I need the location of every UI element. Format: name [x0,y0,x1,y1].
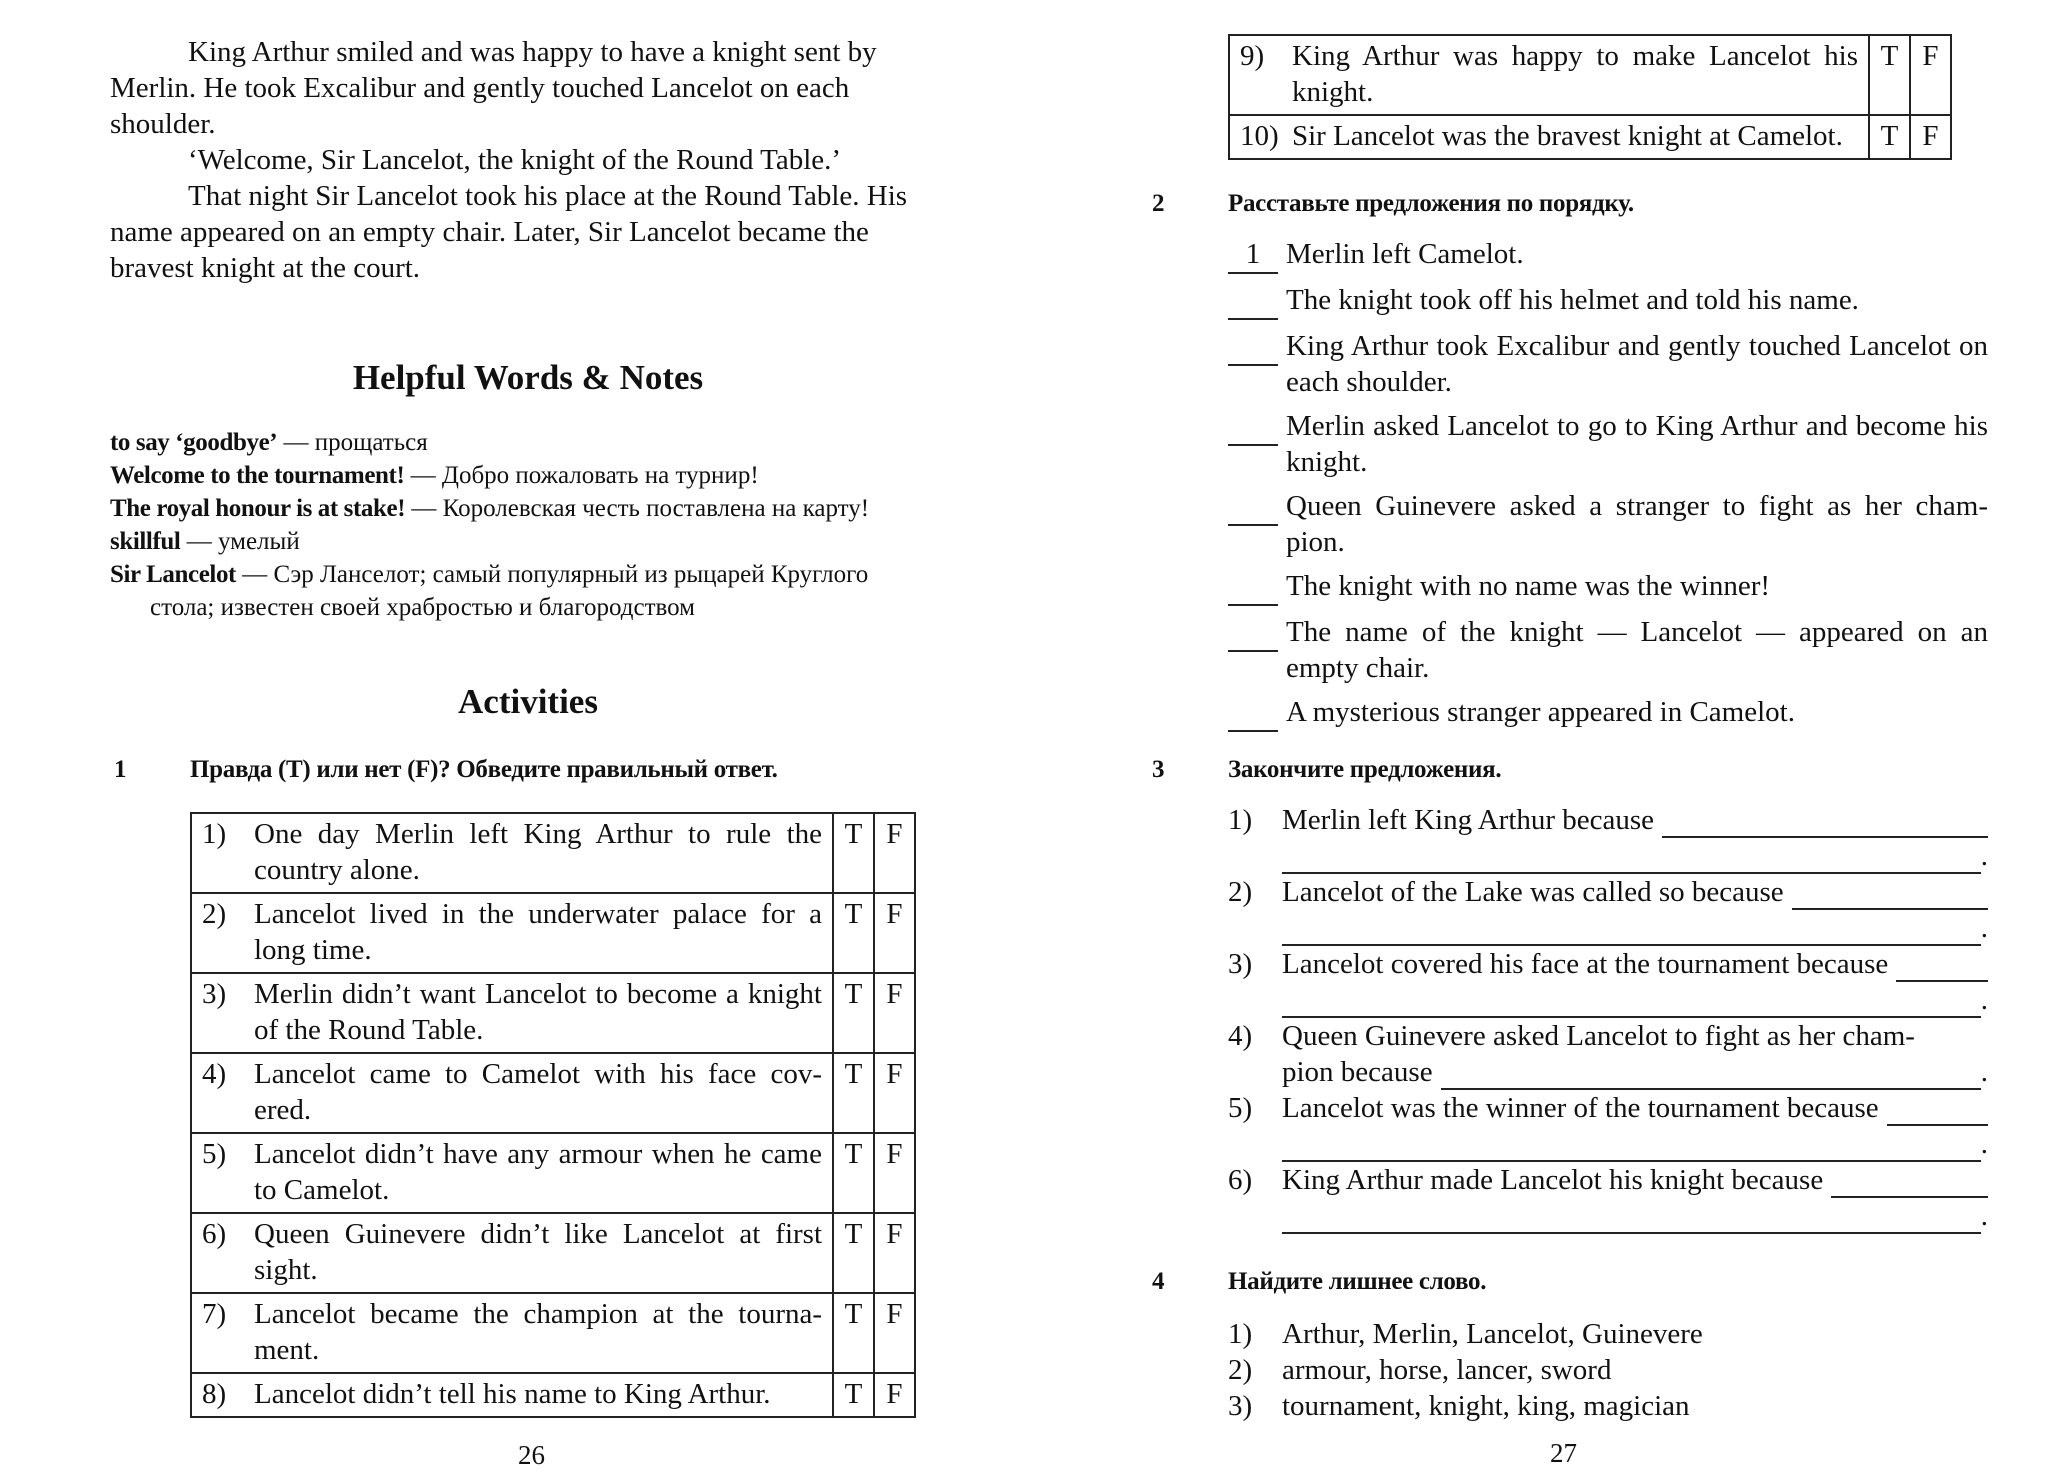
left-page [110,0,946,1482]
question-text: Sir Lancelot was the bravest knight at Camelot. [1292,120,1843,152]
list-item [1228,236,1988,274]
question-cell [191,1133,833,1213]
list-item [1228,408,1988,480]
task1-number: 1 [114,756,127,783]
table-row [191,893,915,973]
note-term: Sir Lancelot [110,561,236,588]
question-cell [1229,115,1869,159]
list-item [1228,568,1988,606]
table-row [191,1213,915,1293]
sentence-start: Queen Guinevere asked Lancelot to fight as her cham- [1282,1020,1915,1052]
item-number: 2) [1228,1354,1253,1386]
order-blank[interactable] [1228,328,1278,366]
question-cell [1229,35,1869,115]
order-blank[interactable] [1228,408,1278,446]
order-blank[interactable] [1228,488,1278,526]
word-list: armour, horse, lancer, sword [1282,1354,1612,1386]
sentence-text: King Arthur took Excalibur and gently touched Lancelot on each shoulder. [1286,330,1988,398]
table-row [191,1133,915,1213]
question-number: 4) [202,1058,227,1090]
question-text: Lancelot didn’t tell his name to King Arthur. [254,1378,771,1410]
list-item [1228,694,1988,732]
note-item [110,459,946,492]
question-number: 10) [1240,120,1279,152]
question-cell [191,1373,833,1417]
list-item [1228,1090,1988,1162]
note-item [110,426,946,459]
list-item [1228,874,1988,946]
item-number: 5) [1228,1092,1253,1124]
list-item [1228,328,1988,400]
note-definition: — умелый [180,528,300,555]
sentence-period: . [1980,984,1988,1016]
order-blank[interactable] [1228,568,1278,606]
story-paragraph: That night Sir Lancelot took his place at the Round Table. His name appeared on an empty chair. Later, Sir Lancelot became the bravest knight at the court. [110,180,908,284]
sentence-text: A mysterious stranger appeared in Camelot. [1286,696,1795,728]
sentence-text: Queen Guinevere asked a stranger to fight as her cham-pion. [1286,490,1988,558]
completion-list [1228,802,1988,1234]
question-cell [191,973,833,1053]
table-row [191,973,915,1053]
word-list: tournament, knight, king, magician [1282,1390,1690,1422]
answer-line[interactable] [1282,1218,1981,1234]
true-option[interactable]: T [1869,115,1910,159]
false-option[interactable]: F [1910,115,1951,159]
sentence-text: The knight took off his helmet and told his name. [1286,284,1859,316]
true-option[interactable]: T [833,1373,874,1417]
question-number: 9) [1240,40,1265,72]
notes-heading: Helpful Words & Notes [352,358,704,397]
note-term: to say ‘goodbye’ [110,429,278,456]
list-item [1228,1388,1988,1424]
sentence-start: Merlin left King Arthur because [1282,804,1655,836]
list-item [1228,1352,1988,1388]
true-option[interactable]: T [833,813,874,893]
question-number: 7) [202,1298,227,1330]
list-item [1228,488,1988,560]
table-row [191,813,915,893]
sentence-text: The name of the knight — Lancelot — appeared on an empty chair. [1286,616,1988,684]
false-option[interactable]: F [874,1293,915,1373]
note-definition: — прощаться [277,429,428,456]
question-cell [191,893,833,973]
question-number: 5) [202,1138,227,1170]
true-option[interactable]: T [833,1293,874,1373]
answer-line[interactable] [1282,858,1981,874]
sentence-period: . [1980,912,1988,944]
order-blank[interactable] [1228,282,1278,320]
sentence-period: . [1980,1128,1988,1160]
question-cell [191,1213,833,1293]
sentence-start: Lancelot of the Lake was called so because [1282,876,1784,908]
table-row [191,1053,915,1133]
answer-line[interactable] [1282,1146,1981,1162]
true-option[interactable]: T [833,1213,874,1293]
question-text: Queen Guinevere didn’t like Lancelot at first sight. [254,1218,822,1286]
task4-title: Найдите лишнее слово. [1228,1268,1487,1295]
answer-line[interactable] [1441,1062,1981,1090]
false-option[interactable]: F [874,813,915,893]
answer-line[interactable] [1831,1170,1988,1198]
sentence-start: Lancelot was the winner of the tournament because [1282,1092,1879,1124]
note-item [110,525,946,558]
table-row [1229,35,1951,115]
question-text: Lancelot lived in the underwater palace for a long time. [254,898,822,966]
question-text: King Arthur was happy to make Lancelot his knight. [1292,40,1858,108]
order-blank[interactable] [1228,614,1278,652]
list-item [1228,282,1988,320]
false-option[interactable]: F [874,1053,915,1133]
false-option[interactable]: F [1910,35,1951,115]
true-false-table [190,812,916,1418]
ordering-list [1228,236,1988,740]
note-definition: — Добро пожаловать на турнир! [404,462,759,489]
false-option[interactable]: F [874,1213,915,1293]
list-item [1228,1316,1988,1352]
false-option[interactable]: F [874,1373,915,1417]
notes-list [110,426,946,624]
note-term: The royal honour is at stake! [110,495,406,522]
word-list: Arthur, Merlin, Lancelot, Guinevere [1282,1318,1703,1350]
odd-word-list [1228,1316,1988,1424]
true-false-table-continued [1228,34,1952,160]
question-text: Merlin didn’t want Lancelot to become a knight of the Round Table. [254,978,822,1046]
false-option[interactable]: F [874,893,915,973]
list-item [1228,1162,1988,1234]
answer-line[interactable] [1887,1098,1988,1126]
sentence-text: Merlin asked Lancelot to go to King Arthur and become his knight. [1286,410,1988,478]
story-paragraph: ‘Welcome, Sir Lancelot, the knight of the Round Table.’ [188,144,842,176]
item-number: 4) [1228,1020,1253,1052]
task2-title: Расставьте предложения по порядку. [1228,190,1634,217]
true-option[interactable]: T [833,893,874,973]
note-item [110,558,946,591]
task3-title: Закончите предложения. [1228,756,1502,783]
false-option[interactable]: F [874,1133,915,1213]
item-number: 1) [1228,804,1253,836]
question-text: One day Merlin left King Arthur to rule the country alone. [254,818,822,886]
task4-number: 4 [1152,1268,1165,1295]
item-number: 6) [1228,1164,1253,1196]
list-item [1228,802,1988,874]
page-number: 27 [1550,1438,1577,1468]
page-number: 26 [518,1440,545,1470]
question-cell [191,1053,833,1133]
sentence-continuation: pion because [1282,1056,1433,1088]
true-option[interactable]: T [833,973,874,1053]
table-row [1229,115,1951,159]
question-number: 3) [202,978,227,1010]
task1-title: Правда (T) или нет (F)? Обведите правильный ответ. [190,756,778,783]
sentence-period: . [1980,840,1988,872]
answer-line[interactable] [1282,930,1981,946]
order-blank[interactable]: 1 [1228,236,1278,274]
true-option[interactable]: T [1869,35,1910,115]
item-number: 1) [1228,1318,1253,1350]
answer-line[interactable] [1792,882,1988,910]
task3-number: 3 [1152,756,1165,783]
sentence-text: The knight with no name was the winner! [1286,570,1771,602]
answer-line[interactable] [1896,954,1988,982]
question-text: Lancelot didn’t have any armour when he came to Camelot. [254,1138,822,1206]
question-number: 6) [202,1218,227,1250]
item-number: 2) [1228,876,1253,908]
item-number: 3) [1228,1390,1253,1422]
question-number: 2) [202,898,227,930]
note-term: skillful [110,528,181,555]
task2-number: 2 [1152,190,1165,217]
list-item [1228,614,1988,686]
sentence-start: King Arthur made Lancelot his knight because [1282,1164,1824,1196]
story-text [110,34,946,286]
list-item [1228,1018,1988,1090]
right-page [1152,0,1988,1482]
note-continuation: стола; известен своей храбростью и благородством [150,594,695,621]
table-row [191,1373,915,1417]
sentence-period: . [1980,1200,1988,1232]
question-number: 1) [202,818,227,850]
question-text: Lancelot became the champion at the tourna-ment. [254,1298,822,1366]
sentence-text: Merlin left Camelot. [1286,238,1524,270]
activities-heading: Activities [458,682,598,721]
answer-line[interactable] [1282,1002,1981,1018]
note-definition: — Сэр Ланселот; самый популярный из рыцарей Круглого [236,561,869,588]
note-definition: — Королевская честь поставлена на карту! [405,495,870,522]
item-number: 3) [1228,948,1253,980]
answer-line[interactable] [1662,810,1988,838]
note-term: Welcome to the tournament! [110,462,405,489]
table-row [191,1293,915,1373]
question-cell [191,1293,833,1373]
true-option[interactable]: T [833,1053,874,1133]
sentence-period: . [1980,1056,1988,1088]
false-option[interactable]: F [874,973,915,1053]
story-paragraph: King Arthur smiled and was happy to have a knight sent by Merlin. He took Excalibur and gently touched Lancelot on each shoulder. [110,36,877,140]
question-number: 8) [202,1378,227,1410]
question-text: Lancelot came to Camelot with his face cov-ered. [254,1058,822,1126]
sentence-start: Lancelot covered his face at the tournament because [1282,948,1889,980]
order-blank[interactable] [1228,694,1278,732]
true-option[interactable]: T [833,1133,874,1213]
question-cell [191,813,833,893]
list-item [1228,946,1988,1018]
note-item [110,492,946,525]
